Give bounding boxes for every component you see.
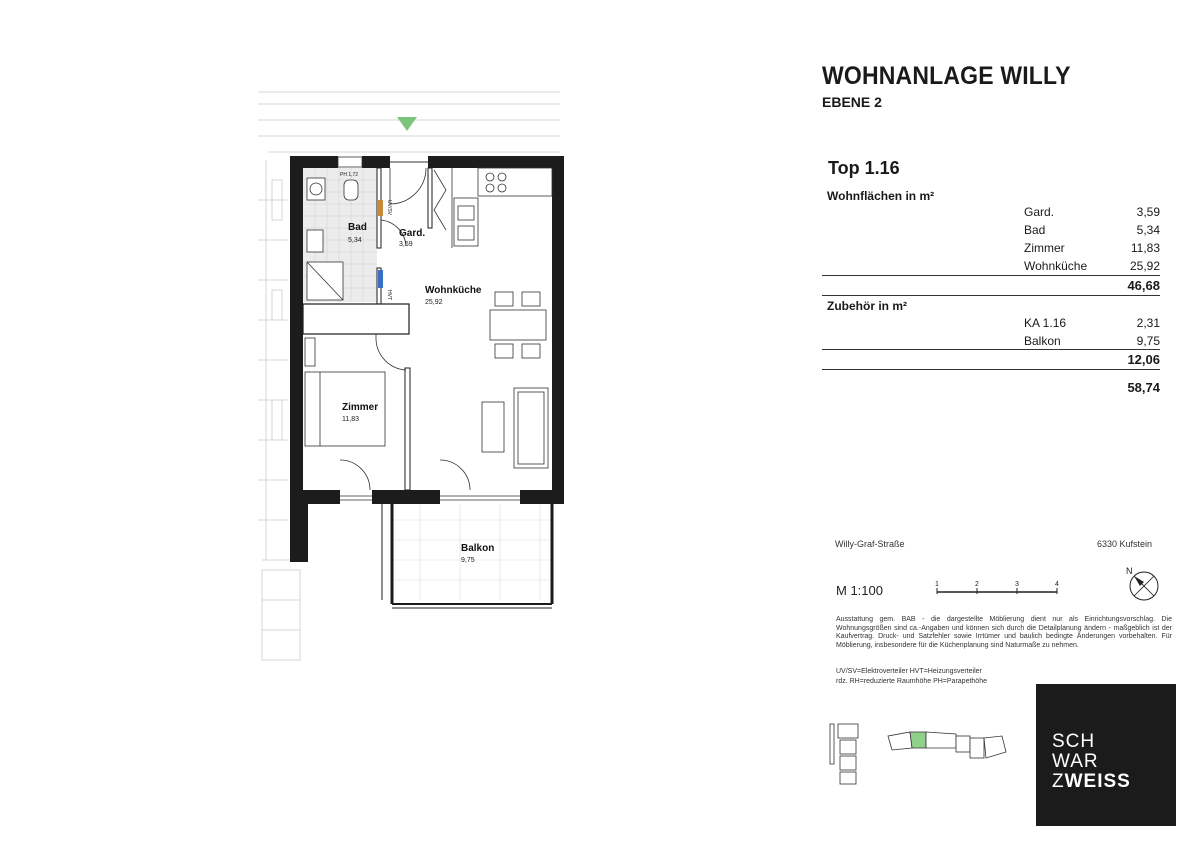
room-area-wohnkueche: 25,92 bbox=[425, 299, 443, 306]
level-subtitle: EBENE 2 bbox=[822, 94, 882, 110]
street-name: Willy-Graf-Straße bbox=[835, 539, 905, 549]
bedroom-set bbox=[305, 338, 385, 446]
area-name: KA 1.16 bbox=[1024, 316, 1067, 330]
balcony-outline bbox=[382, 504, 552, 608]
scale-tick: 4 bbox=[1055, 581, 1059, 588]
divider bbox=[822, 275, 1160, 276]
area-row bbox=[1024, 316, 1160, 334]
key-plan bbox=[826, 718, 1016, 788]
logo-line-2: WAR bbox=[1052, 751, 1099, 772]
room-area-gard: 3,59 bbox=[399, 241, 413, 248]
area-row bbox=[1024, 241, 1160, 259]
scale-tick: 1 bbox=[935, 581, 939, 588]
logo-line-3 bbox=[1052, 772, 1131, 792]
area-value: 25,92 bbox=[1129, 259, 1160, 273]
brand-logo bbox=[1036, 684, 1176, 826]
divider bbox=[822, 369, 1160, 370]
scale-label: M 1:100 bbox=[836, 583, 883, 598]
room-label-wohnkueche: Wohnküche bbox=[425, 285, 482, 296]
logo-line-3-light: Z bbox=[1052, 771, 1065, 792]
area-name: Balkon bbox=[1024, 334, 1061, 348]
extras-heading: Zubehör in m² bbox=[827, 299, 907, 313]
living-heading: Wohnflächen in m² bbox=[827, 189, 935, 203]
room-label-zimmer: Zimmer bbox=[342, 402, 379, 413]
area-name: Bad bbox=[1024, 223, 1046, 237]
area-value: 2,31 bbox=[1136, 316, 1160, 330]
divider bbox=[822, 349, 1160, 350]
area-row bbox=[1024, 205, 1160, 223]
extras-total: 12,06 bbox=[1127, 352, 1160, 367]
area-name: Wohnküche bbox=[1024, 259, 1088, 273]
logo-line-3-bold: WEISS bbox=[1064, 771, 1131, 792]
room-area-zimmer: 11,83 bbox=[342, 416, 359, 423]
area-name: Gard. bbox=[1024, 205, 1055, 219]
divider bbox=[822, 295, 1160, 296]
kitchen-fixtures bbox=[434, 168, 552, 248]
area-value: 5,34 bbox=[1136, 223, 1160, 237]
living-set bbox=[482, 388, 548, 468]
scale-bar bbox=[935, 578, 1075, 598]
ph-tag: PH 1,72 bbox=[340, 172, 359, 178]
room-area-bad: 5,34 bbox=[348, 237, 362, 244]
unit-label: Top 1.16 bbox=[828, 158, 900, 178]
compass-label: N bbox=[1126, 566, 1133, 576]
project-title: WOHNANLAGE WILLY bbox=[822, 62, 1071, 90]
room-label-gard: Gard. bbox=[399, 228, 426, 239]
disclaimer-text: Ausstattung gem. BAB - die dargestellte Möblierung dient nur als Einrichtungsvorschlag. Die Wohnungsgrößen sind ca.-Angaben und können sich durch die Detailplanung ändern - maßgeblich ist der Kaufvertrag. Druck- und Satzfehler sowie Irrtümer und baulich bedingte Änderungen vorbehalten. Für Möblierung, insbesondere für die Küchenplanung sind Naturmaße zu nehmen. bbox=[836, 616, 1172, 649]
entrance-arrow bbox=[397, 117, 417, 131]
area-value: 11,83 bbox=[1130, 241, 1160, 255]
north-compass-icon bbox=[1120, 562, 1162, 604]
legend-line-1: UV/SV=Elektroverteiler HVT=Heizungsverteiler bbox=[836, 668, 982, 675]
hvt-box bbox=[378, 270, 383, 288]
scale-tick: 3 bbox=[1015, 581, 1019, 588]
dining-set bbox=[490, 292, 546, 358]
room-area-balkon: 9,75 bbox=[461, 557, 475, 564]
room-label-balkon: Balkon bbox=[461, 543, 495, 554]
scale-tick: 2 bbox=[975, 581, 979, 588]
area-row bbox=[1024, 223, 1160, 241]
area-value: 9,75 bbox=[1136, 334, 1160, 348]
logo-line-1: SCH bbox=[1052, 731, 1096, 752]
area-value: 3,59 bbox=[1136, 205, 1160, 219]
hvt-tag: HVT bbox=[386, 290, 392, 300]
room-label-bad: Bad bbox=[348, 222, 367, 233]
city-name: 6330 Kufstein bbox=[1097, 539, 1153, 549]
grand-total: 58,74 bbox=[1127, 380, 1160, 395]
legend-line-2: rdz. RH=reduzierte Raumhöhe PH=Parapethöhe bbox=[836, 678, 987, 685]
area-name: Zimmer bbox=[1024, 241, 1065, 255]
uvsv-box bbox=[377, 200, 383, 216]
uvsv-tag: UV/SV bbox=[386, 200, 392, 216]
living-total: 46,68 bbox=[1127, 278, 1160, 293]
